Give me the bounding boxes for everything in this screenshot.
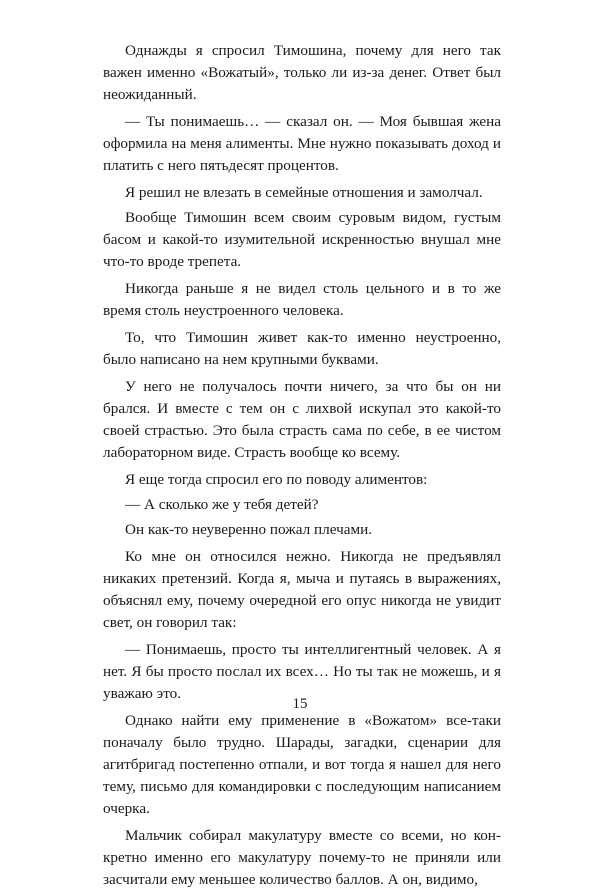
paragraph-8: Я еще тогда спросил его по поводу алиментов:: [125, 471, 428, 488]
paragraph-1: Однажды я спросил Тимошина, почему для него так важен именно «Вожатый», только ли из-за денег. Ответ был неожиданный.: [103, 42, 501, 103]
paragraph-6: То, что Тимошин живет как-то именно неустроенно, было написано на нем крупными буквами.: [103, 329, 501, 368]
paragraph-13: Однако найти ему применение в «Вожатом» все-таки поначалу было трудно. Шарады, загадки, сценарии для агитбригад постепенно отпали, и вот тогда я нашел для него тему, письмо для командировки с последующим написанием очерка.: [103, 712, 501, 817]
paragraph-9: — А сколько же у тебя детей?: [125, 496, 319, 513]
paragraph-7: У него не получалось почти ничего, за что бы он ни брался. И вместе с тем он с лихвой искупал это какой-то своей страстью. Это была страсть сама по себе, в ее чистом лабораторном виде. Страсть вообще ко всему.: [103, 378, 501, 461]
paragraph-10: Он как-то неуверенно пожал плечами.: [125, 521, 373, 538]
page-text-block: [103, 40, 501, 896]
paragraph-2: — Ты понимаешь… — сказал он. — Моя бывшая жена оформила на меня алименты. Мне нужно показывать доход и платить с него пятьдесят процентов.: [103, 113, 501, 174]
paragraph-14: Мальчик собирал макулатуру вместе со всеми, но конкретно именно его макулатуру почему-то не приняли или засчитали ему меньшее количество баллов. А он, видимо,: [103, 827, 501, 888]
paragraph-5: Никогда раньше я не видел столь цельного и в то же время столь неустроенного человека.: [103, 280, 501, 319]
paragraph-12: — Понимаешь, просто ты интеллигентный человек. А я нет. Я бы просто послал их всех… Но ты так не можешь, и я уважаю это.: [103, 641, 501, 702]
page-number: 15: [292, 696, 308, 712]
paragraph-3: Я решил не влезать в семейные отношения и замолчал.: [125, 184, 483, 201]
paragraph-4: Вообще Тимошин всем своим суровым видом, густым басом и какой-то изумительной искренностью внушал мне что-то вроде трепета.: [103, 209, 501, 270]
paragraph-11: Ко мне он относился нежно. Никогда не предъявлял никаких претензий. Когда я, мыча и путаясь в выражениях, объяснял ему, почему очередной его опус никогда не увидит свет, он говорил так:: [103, 548, 501, 631]
